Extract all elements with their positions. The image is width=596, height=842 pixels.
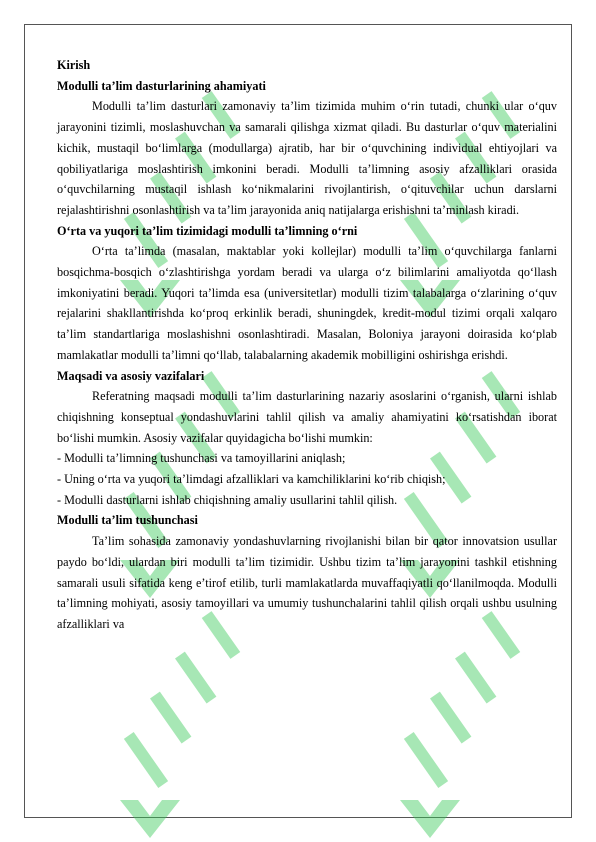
- list-item: - Uning o‘rta va yuqori ta’limdagi afzalliklari va kamchiliklarini ko‘rib chiqish;: [57, 472, 446, 487]
- intro-heading: Kirish: [57, 58, 91, 72]
- section-title: Modulli ta’lim tushunchasi: [57, 513, 198, 528]
- section-title: Modulli ta’lim dasturlarining ahamiyati: [57, 78, 266, 93]
- paragraph: Modulli ta’lim dasturlari zamonaviy ta’lim tizimida muhim o‘rin tutadi, chunki ular o‘quv jarayonini tizimli, moslashuvchan va samarali qilishga xizmat qiladi. Bu dasturlar o‘quv materialini kichik, mustaqil bo‘limlarga (modullarga) ajratib, har bir o‘quvchining individual ehtiyojlari va qobiliyatlariga moslashtirish imkonini beradi. Modulli ta’limning asosiy afzalliklari orasida o‘quvchilarning mustaqil ishlash ko‘nikmalarini rivojlantirish, o‘qituvchilar uchun darslarni rejalashtirishni osonlashtirish va ta’lim jarayonida aniq natijalarga erishishni ta’minlash kiradi.: [57, 99, 557, 217]
- section-title: O‘rta va yuqori ta’lim tizimidagi modulli ta’limning o‘rni: [57, 223, 358, 238]
- list-item: - Modulli ta’limning tushunchasi va tamoyillarini aniqlash;: [57, 451, 346, 466]
- section-title: Maqsadi va asosiy vazifalari: [57, 368, 205, 383]
- paragraph: Ta’lim sohasida zamonaviy yondashuvlarning rivojlanishi bilan bir qator innovatsion usullar paydo bo‘ldi, ulardan biri modulli ta’lim tizimidir. Ushbu tizim ta’lim jarayonini tashkil etishning samarali usuli sifatida keng e’tirof etilib, turli mamlakatlarda muvaffaqiyatli qo‘llanilmoqda. Modulli ta’limning mohiyati, asosiy tamoyillari va umumiy tushunchalarini tahlil qilish orqali ushbu usulning afzalliklari va: [57, 534, 557, 631]
- list-item: - Modulli dasturlarni ishlab chiqishning amaliy usullarini tahlil qilish.: [57, 492, 398, 507]
- paragraph: O‘rta ta’limda (masalan, maktablar yoki kollejlar) modulli ta’lim o‘quvchilarga fanlarni bosqichma-bosqich o‘zlashtirishga yordam beradi va ularga o‘z bilimlarini amaliyotda qo‘llash imkoniyatini beradi. Yuqori ta’limda esa (universitetlar) modulli tizim talabalarga o‘zlarining o‘quv rejalarini shakllantirishda ko‘proq erkinlik beradi, shuningdek, kredit-modul tizimi orqali xalqaro ta’lim standartlariga moslashishni osonlashtiradi. Masalan, Boloniya jarayoni doirasida ko‘plab mamlakatlar modulli ta’limni qo‘llab, talabalarning akademik mobilligini oshirishga erishdi.: [57, 244, 557, 362]
- document-body: [57, 55, 557, 635]
- paragraph: Referatning maqsadi modulli ta’lim dasturlarining nazariy asoslarini o‘rganish, ularni ishlab chiqishning konseptual yondashuvlarini tahlil qilish va amaliy ahamiyatini ko‘rsatishdan iborat bo‘lishi mumkin. Asosiy vazifalar quyidagicha bo‘lishi mumkin:: [57, 389, 557, 445]
